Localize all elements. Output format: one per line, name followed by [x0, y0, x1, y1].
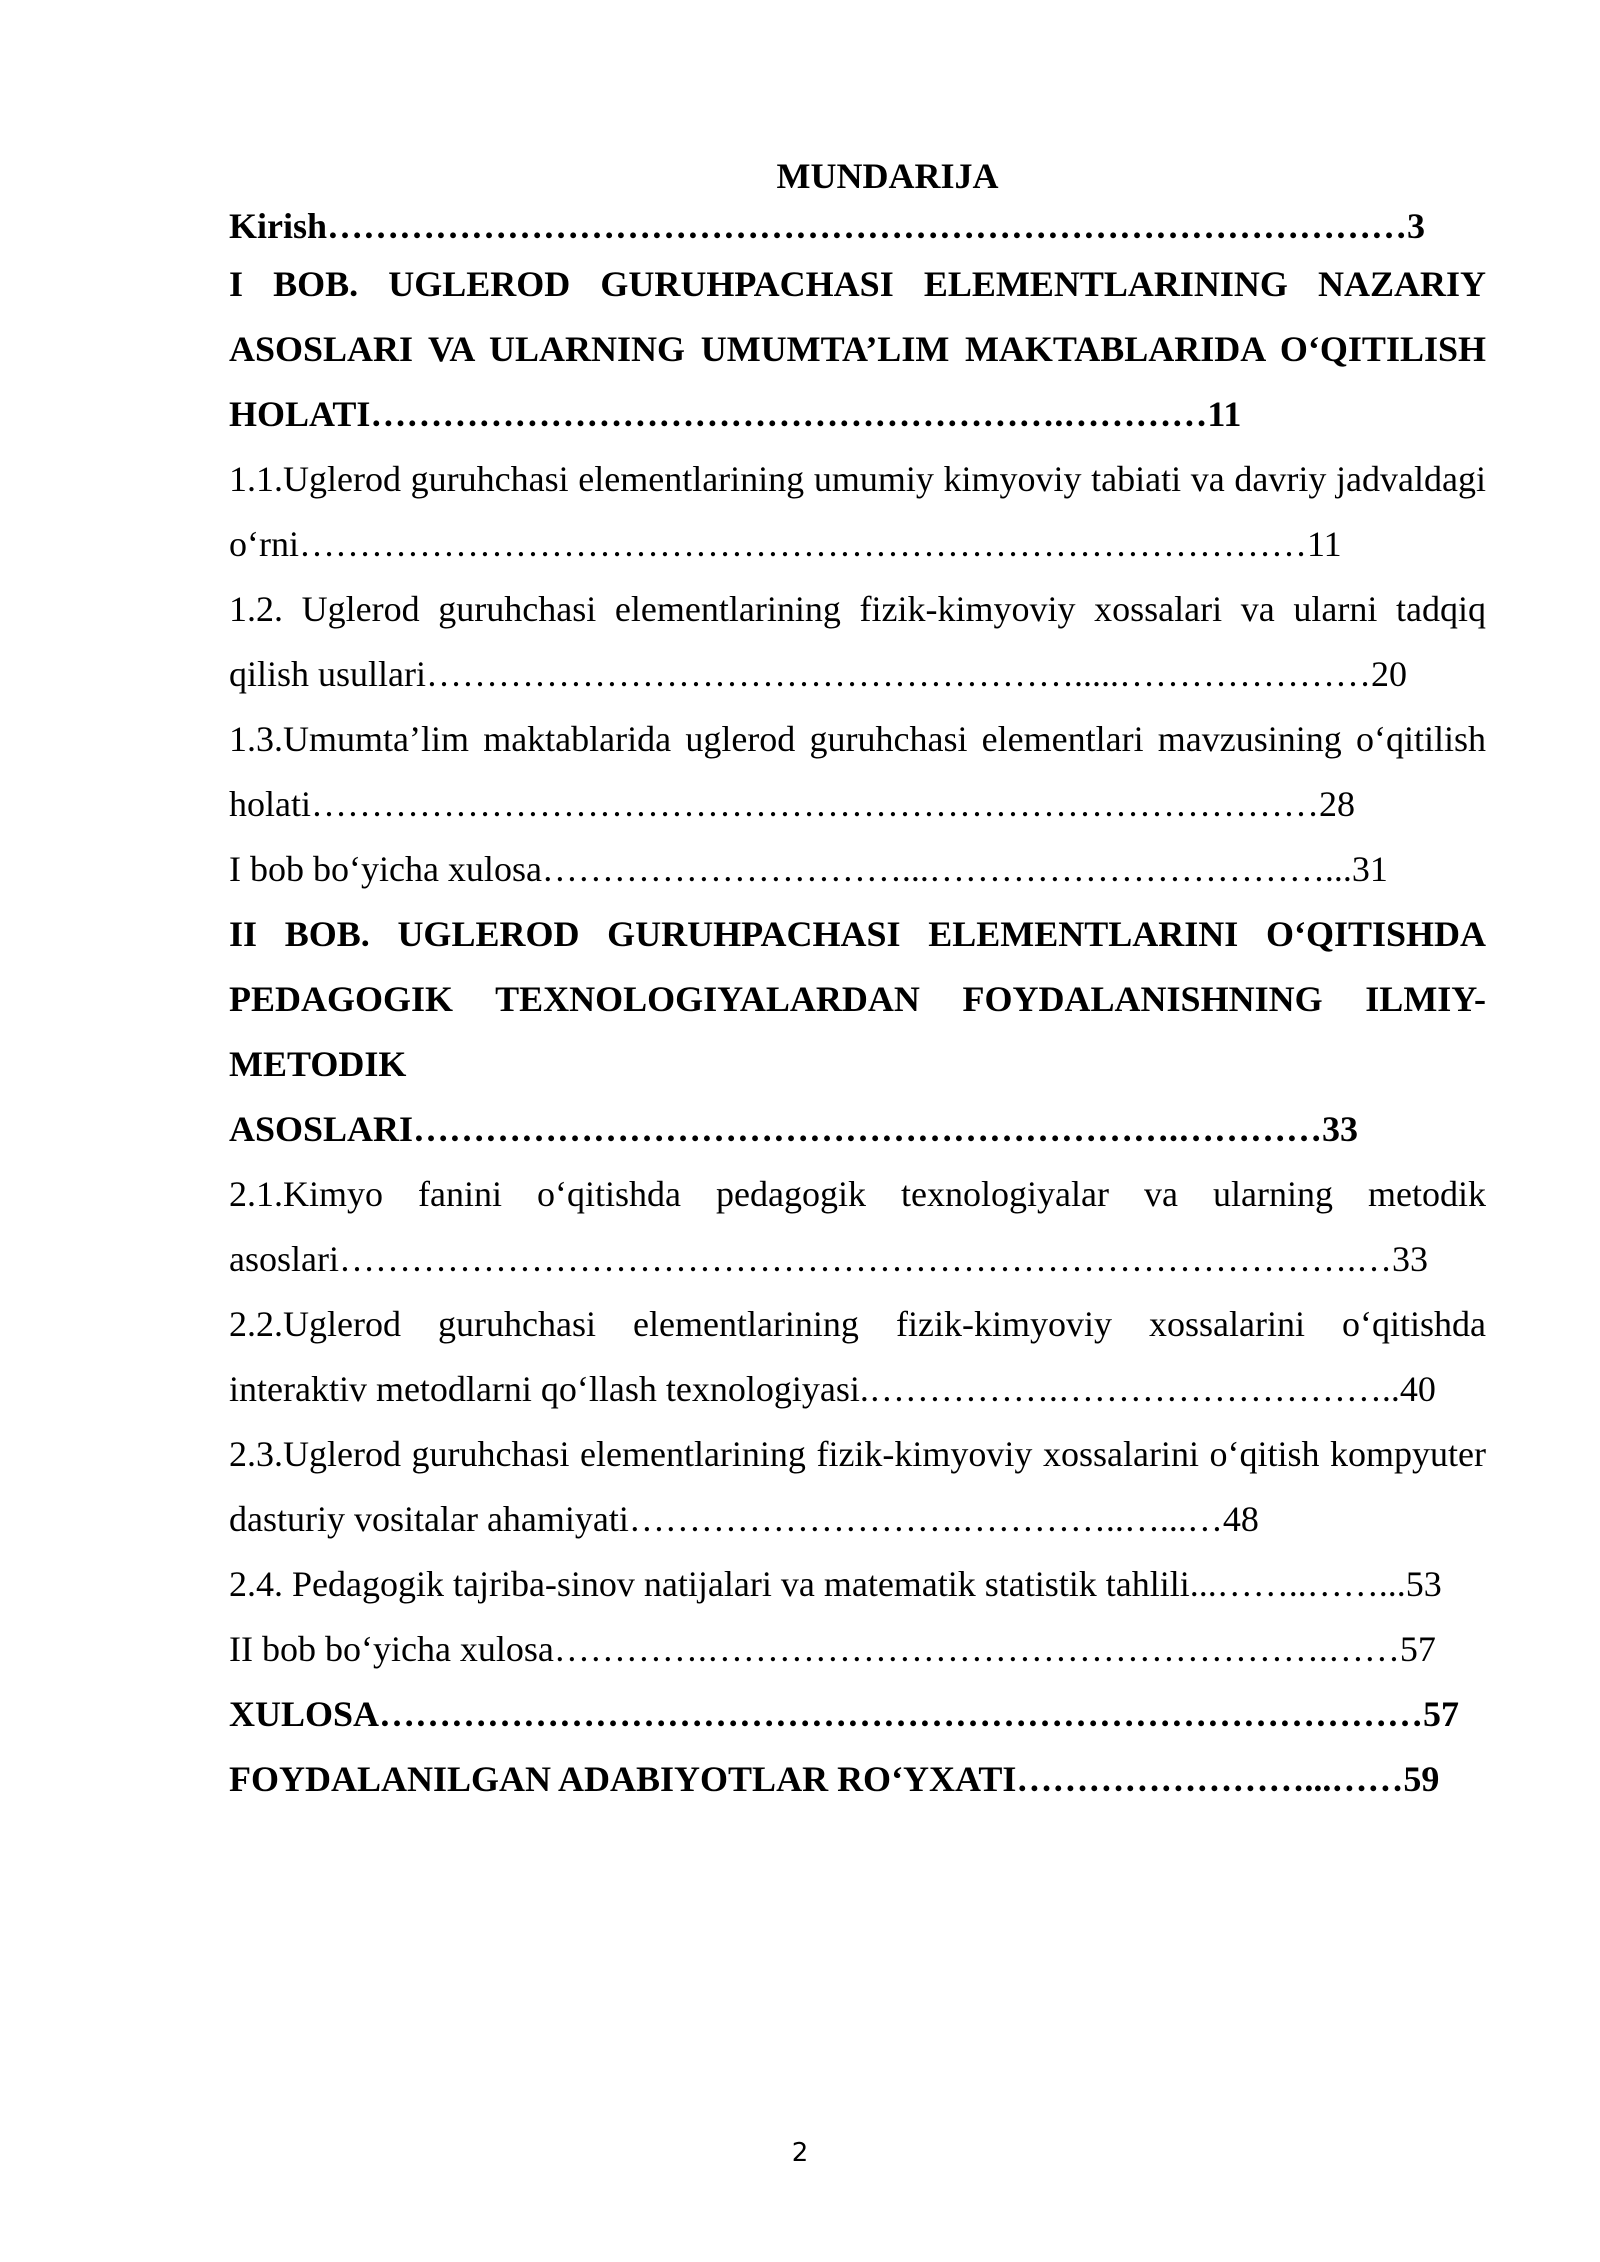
toc-title: MUNDARIJA — [776, 156, 999, 196]
toc-entry-chapter-1-summary: I bob bo‘yicha xulosa…………………………...……………………………...31 — [229, 849, 1388, 889]
page-number: 2 — [791, 2138, 809, 2168]
toc-entry-section-2-4: 2.4. Pedagogik tajriba-sinov natijalari va matematik statistik tahlili...……..……...53 — [229, 1564, 1442, 1604]
table-of-contents — [229, 150, 1486, 1812]
toc-entry-section-1-2: 1.2. Uglerod guruhchasi elementlarining fizik-kimyoviy xossalari va ularni tadqiq qilish usullari……………………………………………….....…………………20 — [229, 589, 1486, 694]
toc-entry-chapter-2: II BOB. UGLEROD GURUHPACHASI ELEMENTLARINI O‘QITISHDA PEDAGOGIK TEXNOLOGIYALARDAN FOYDALANISHNING ILMIY-METODIK ASOSLARI……………………………………………………….…………33 — [229, 914, 1486, 1149]
toc-entry-chapter-1: I BOB. UGLEROD GURUHPACHASI ELEMENTLARINING NAZARIY ASOSLARI VA ULARNING UMUMTA’LIM MAKTABLARIDA O‘QITILISH HOLATI………………………………………………….…………11 — [229, 264, 1486, 434]
toc-entry-section-1-1: 1.1.Uglerod guruhchasi elementlarining umumiy kimyoviy tabiati va davriy jadvaldagi o‘rni…………………………………………………………………………11 — [229, 459, 1486, 564]
toc-entry-references: FOYDALANILGAN ADABIYOTLAR RO‘YXATI……………………...……59 — [229, 1759, 1440, 1799]
toc-entry-section-2-2: 2.2.Uglerod guruhchasi elementlarining fizik-kimyoviy xossalarini o‘qitishda interaktiv metodlarni qo‘llash texnologiyasi.…………….………………………..40 — [229, 1304, 1486, 1409]
toc-entry-section-2-1: 2.1.Kimyo fanini o‘qitishda pedagogik texnologiyalar va ularning metodik asoslari………………………………………………………………………….…33 — [229, 1174, 1486, 1279]
toc-entry-kirish: Kirish………………………………………………………………………………3 — [229, 206, 1426, 246]
toc-entry-section-1-3: 1.3.Umumta’lim maktablarida uglerod guruhchasi elementlari mavzusining o‘qitilish holati…………………………………………………………………………28 — [229, 719, 1486, 824]
toc-entry-chapter-2-summary: II bob bo‘yicha xulosa………….…………………………………………….……57 — [229, 1629, 1436, 1669]
toc-entry-conclusion: XULOSA……………………………………………………………………………57 — [229, 1694, 1460, 1734]
toc-entry-section-2-3: 2.3.Uglerod guruhchasi elementlarining fizik-kimyoviy xossalarini o‘qitish kompyuter dasturiy vositalar ahamiyati……………………….…………..…...…48 — [229, 1434, 1486, 1539]
